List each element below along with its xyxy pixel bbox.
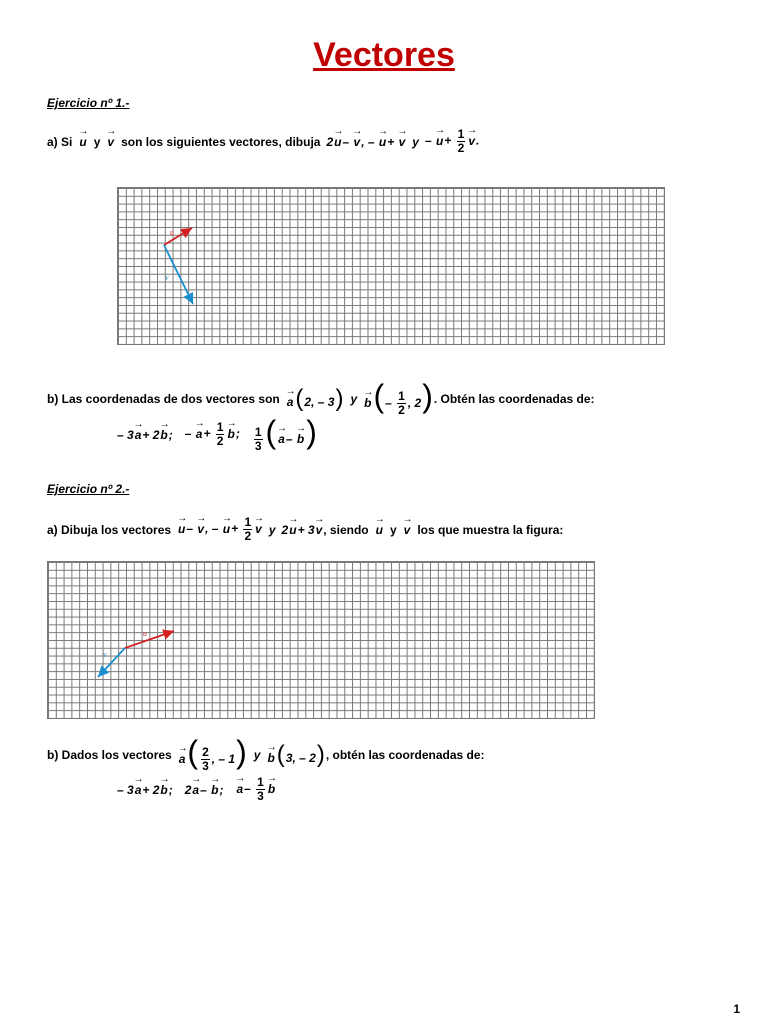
- exercise-1a-statement: a) Si → u y → v son los siguientes vectores, dibuja 2→ u– → v, – → u+ → v y – → u+ $\frac{1}{2}$ → v.: [47, 128, 479, 155]
- vector-u2-arrow: [125, 631, 174, 648]
- exercise-2a-statement: a) Dibuja los vectores → u– → v, – → u+ $\frac{1}{2}$ → v y 2→ u+ 3→ v , siendo → u y → v los que muestra la figura:: [47, 516, 563, 543]
- grid2-label-v: v: [103, 650, 107, 659]
- ex1a-y: y: [93, 134, 101, 149]
- ex2a-y: y: [389, 522, 397, 537]
- vector-u: → u: [79, 135, 86, 149]
- grid-2-vectors: [47, 561, 593, 717]
- exercise-2-heading: Ejercicio nº 2.-: [47, 482, 130, 496]
- exercise-1b-expressions: – 3→ a+ 2→ b; – → a+ $\frac{1}{2}$ → b; $\frac{1}{3}$ (→ a– → b): [117, 416, 318, 453]
- page-title: Vectores: [313, 36, 455, 74]
- exercise-2b-expressions: – 3→ a+ 2→ b; 2→ a– → b; → a– $\frac{1}{3}$ → b: [117, 776, 276, 803]
- exercise-2b-statement: b) Dados los vectores → a( $\frac{2}{3}$ , – 1) y → b(3, – 2) , obtén las coordenadas de:: [47, 736, 485, 773]
- ex2a-prefix: a) Dibuja los vectores: [47, 522, 172, 537]
- ex1b-suffix: . Obtén las coordenadas de:: [433, 391, 595, 406]
- ex2a-suffix: los que muestra la figura:: [417, 522, 564, 537]
- expr-neg-u-plus-half-v: – → u+ $\frac{1}{2}$ → v.: [425, 128, 479, 155]
- vector-b-coords: → b(– $\frac{1}{2}$ , 2): [363, 380, 434, 417]
- ex1a-prefix: a) Si: [47, 134, 73, 149]
- grid1-label-v: v: [165, 273, 169, 282]
- grid2-label-u: u: [143, 629, 147, 638]
- ex2b-prefix: b) Dados los vectores: [47, 747, 172, 762]
- expr-2u-minus-v: 2→ u– → v, – → u+ → v: [326, 135, 406, 149]
- vector-v: → v: [107, 135, 114, 149]
- grid1-label-u: u: [170, 228, 174, 237]
- grid-1-vectors: [117, 187, 663, 343]
- exercise-1b-statement: b) Las coordenadas de dos vectores son → a(2, – 3) y → b(– $\frac{1}{2}$ , 2) . Obtén las coordenadas de:: [47, 380, 595, 417]
- vector-a2-coords: → a( $\frac{2}{3}$ , – 1): [178, 736, 248, 773]
- ex1a-mid: son los siguientes vectores, dibuja: [121, 134, 321, 149]
- exercise-1-heading: Ejercicio nº 1.-: [47, 96, 130, 110]
- vector-u-arrow: [164, 228, 192, 245]
- page-number: 1: [733, 1002, 740, 1016]
- ex2a-siendo: , siendo: [323, 522, 369, 537]
- vector-b2-coords: → b(3, – 2): [266, 743, 325, 767]
- vector-a-coords: → a(2, – 3): [286, 387, 345, 411]
- ex1b-prefix: b) Las coordenadas de dos vectores son: [47, 391, 280, 406]
- ex2b-suffix: , obtén las coordenadas de:: [325, 747, 485, 762]
